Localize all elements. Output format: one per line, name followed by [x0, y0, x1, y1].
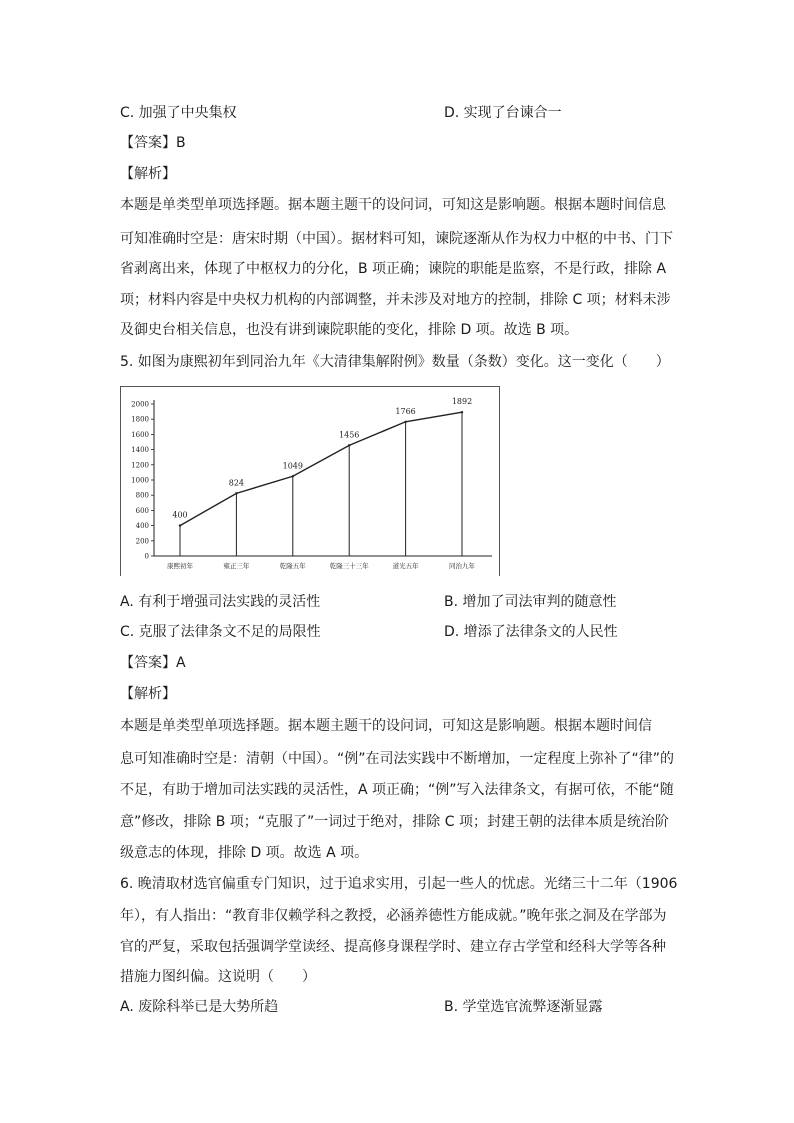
q4-analysis-line: 可知准确时空是：唐宋时期（中国）。据材料可知，谏院逐渐从作为权力中枢的中书、门下	[120, 231, 673, 247]
data-point	[235, 492, 237, 494]
q5-analysis-line: 不足，有助于增加司法实践的灵活性，A 项正确；“例”写入法律条文，有据可依，不能“随	[120, 782, 674, 798]
y-tick-label: 600	[135, 506, 149, 515]
y-tick-label: 400	[135, 522, 149, 531]
x-tick-label: 道光五年	[392, 562, 419, 570]
q4-option-d: D. 实现了台谏合一	[444, 105, 562, 121]
data-label: 400	[172, 510, 188, 520]
series-line	[180, 412, 462, 525]
x-tick-label: 康熙初年	[167, 562, 193, 570]
q4-analysis-line: 项；材料内容是中央权力机构的内部调整，并未涉及对地方的控制，排除 C 项；材料未涉	[120, 292, 671, 308]
q4-analysis-line: 及御史台相关信息，也没有讲到谏院职能的变化，排除 D 项。故选 B 项。	[120, 322, 579, 338]
q6-option-b: B. 学堂选官流弊逐渐显露	[444, 999, 603, 1015]
q5-analysis-line: 息可知准确时空是：清朝（中国）。“例”在司法实践中不断增加，一定程度上弥补了“律”的	[120, 751, 675, 767]
q5-option-b: B. 增加了司法审判的随意性	[444, 594, 617, 610]
data-point	[404, 421, 406, 423]
q5-analysis-heading: 【解析】	[120, 686, 176, 702]
x-tick-label: 同治九年	[449, 562, 475, 570]
q5-analysis-line: 级意志的体现，排除 D 项。故选 A 项。	[120, 845, 369, 861]
q6-stem-line: 6. 晚清取材选官偏重专门知识，过于追求实用，引起一些人的忧虑。光绪三十二年（1906	[120, 876, 678, 892]
q4-analysis-line: 本题是单类型单项选择题。据本题主题干的设问词，可知这是影响题。根据本题时间信息	[120, 197, 666, 213]
q5-option-a: A. 有利于增强司法实践的灵活性	[120, 594, 321, 610]
y-tick-label: 1200	[131, 461, 149, 470]
data-point	[461, 411, 463, 413]
data-point	[292, 475, 294, 477]
data-label: 1766	[395, 406, 416, 416]
q5-option-d: D. 增添了法律条文的人民性	[444, 624, 618, 640]
y-tick-label: 1000	[131, 476, 149, 485]
y-tick-label: 1800	[131, 415, 149, 424]
data-label: 1049	[282, 461, 303, 471]
x-tick-label: 雍正三年	[223, 562, 250, 570]
y-tick-label: 800	[135, 491, 149, 500]
y-tick-label: 1600	[131, 430, 149, 439]
y-tick-label: 1400	[131, 446, 149, 455]
q5-option-c: C. 克服了法律条文不足的局限性	[120, 624, 321, 640]
q4-answer: 【答案】B	[120, 135, 186, 151]
q5-chart	[120, 386, 500, 576]
data-label: 824	[228, 478, 245, 488]
q4-analysis-line: 省剥离出来，体现了中枢权力的分化，B 项正确；谏院的职能是监察，不是行政，排除 A	[120, 261, 667, 277]
q6-stem-line: 年），有人指出：“教育非仅赖学科之教授，必涵养德性方能成就。”晚年张之洞及在学部为	[120, 908, 667, 924]
y-tick-label: 2000	[131, 400, 149, 409]
q4-analysis-heading: 【解析】	[120, 166, 176, 182]
line-chart	[120, 386, 500, 576]
data-point	[179, 524, 181, 526]
data-label: 1892	[451, 397, 473, 407]
q5-analysis-line: 本题是单类型单项选择题。据本题主题干的设问词，可知这是影响题。根据本题时间信	[120, 718, 652, 734]
q5-stem: 5. 如图为康熙初年到同治九年《大清律集解附例》数量（条数）变化。这一变化（ ）	[120, 354, 670, 370]
q6-option-a: A. 废除科举已是大势所趋	[120, 999, 279, 1015]
x-tick-label: 乾隆三十三年	[329, 562, 369, 570]
q5-answer: 【答案】A	[120, 655, 186, 671]
y-tick-label: 0	[144, 552, 149, 561]
data-point	[348, 444, 350, 446]
data-label: 1456	[339, 430, 360, 440]
q5-analysis-line: 意”修改，排除 B 项；“克服了”一词过于绝对，排除 C 项；封建王朝的法律本质是统治阶	[120, 814, 669, 830]
q4-option-c: C. 加强了中央集权	[120, 105, 237, 121]
y-tick-label: 200	[135, 537, 149, 546]
x-tick-label: 乾隆五年	[279, 562, 306, 570]
q6-stem-line: 措施力图纠偏。这说明（ ）	[120, 969, 316, 985]
q6-stem-line: 官的严复，采取包括强调学堂读经、提高修身课程学时、建立存古学堂和经科大学等各种	[120, 939, 666, 955]
